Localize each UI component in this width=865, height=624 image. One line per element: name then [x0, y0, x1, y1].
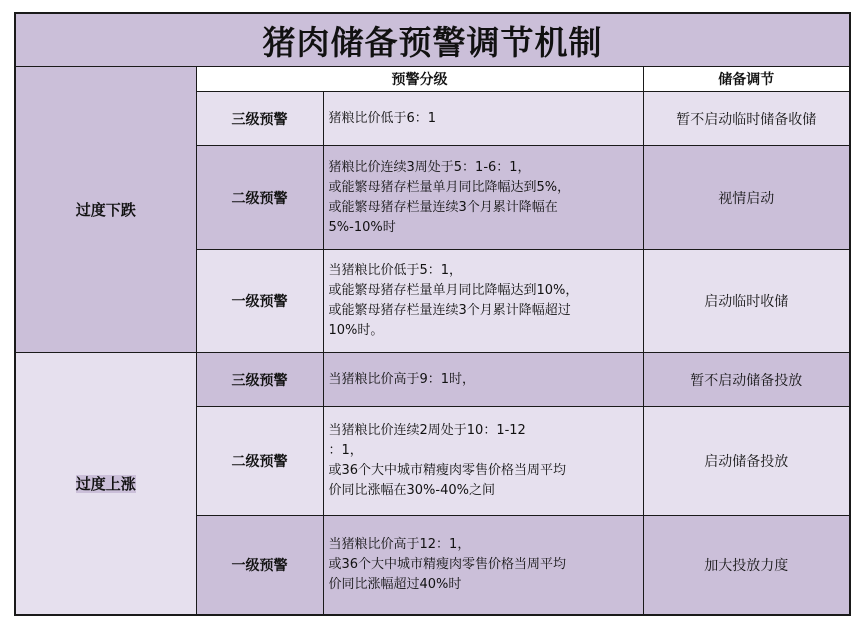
action-cell: 加大投放力度 [643, 516, 850, 615]
condition-cell [323, 407, 643, 516]
level-cell: 二级预警 [196, 146, 323, 250]
condition-line: 当猪粮比价高于9：1时， [328, 371, 476, 387]
condition-line: 价同比涨幅在30%-40%之间 [328, 483, 495, 498]
level-cell: 三级预警 [196, 353, 323, 407]
condition-cell [323, 146, 643, 250]
table-title: 猪肉储备预警调节机制 [15, 13, 850, 67]
condition-line: 猪粮比价连续3周处于5：1-6：1， [328, 159, 531, 175]
action-cell: 暂不启动临时储备收储 [643, 92, 850, 146]
action-cell: 启动储备投放 [643, 407, 850, 516]
condition-line: 或能繁母猪存栏量单月同比降幅达到5%， [328, 179, 571, 195]
header-warning-level: 预警分级 [196, 67, 643, 92]
condition-line: 或能繁母猪存栏量连续3个月累计降幅超过 [328, 303, 571, 318]
category-cell-rising [15, 353, 196, 615]
level-cell: 二级预警 [196, 407, 323, 516]
category-label: 过度下跌 [75, 201, 136, 219]
level-cell: 三级预警 [196, 92, 323, 146]
table-row [15, 353, 850, 407]
condition-line: 价同比涨幅超过40%时 [328, 576, 462, 592]
category-cell-falling [15, 67, 196, 353]
level-cell: 一级预警 [196, 516, 323, 615]
action-cell: 暂不启动储备投放 [643, 353, 850, 407]
condition-line: 猪粮比价低于6：1 [328, 110, 437, 126]
condition-line: 当猪粮比价高于12：1， [328, 536, 471, 552]
condition-line: 或36个大中城市精瘦肉零售价格当周平均 [328, 556, 567, 572]
condition-line: 或36个大中城市精瘦肉零售价格当周平均 [328, 463, 567, 478]
condition-cell [323, 516, 643, 615]
level-cell: 一级预警 [196, 250, 323, 353]
condition-line: ：1， [328, 443, 363, 458]
condition-line: 当猪粮比价低于5：1， [328, 263, 463, 278]
condition-cell [323, 250, 643, 353]
category-label: 过度上涨 [75, 474, 136, 493]
condition-line: 5%-10%时 [328, 219, 396, 235]
header-reserve-adjustment: 储备调节 [643, 67, 850, 92]
condition-line: 或能繁母猪存栏量连续3个月累计降幅在 [328, 199, 558, 215]
action-cell: 启动临时收储 [643, 250, 850, 353]
condition-line: 10%时。 [328, 323, 384, 338]
condition-line: 当猪粮比价连续2周处于10：1-12 [328, 423, 526, 438]
condition-cell [323, 92, 643, 146]
condition-cell [323, 353, 643, 407]
action-cell: 视情启动 [643, 146, 850, 250]
condition-line: 或能繁母猪存栏量单月同比降幅达到10%， [328, 283, 579, 298]
warning-mechanism-table [14, 12, 851, 616]
